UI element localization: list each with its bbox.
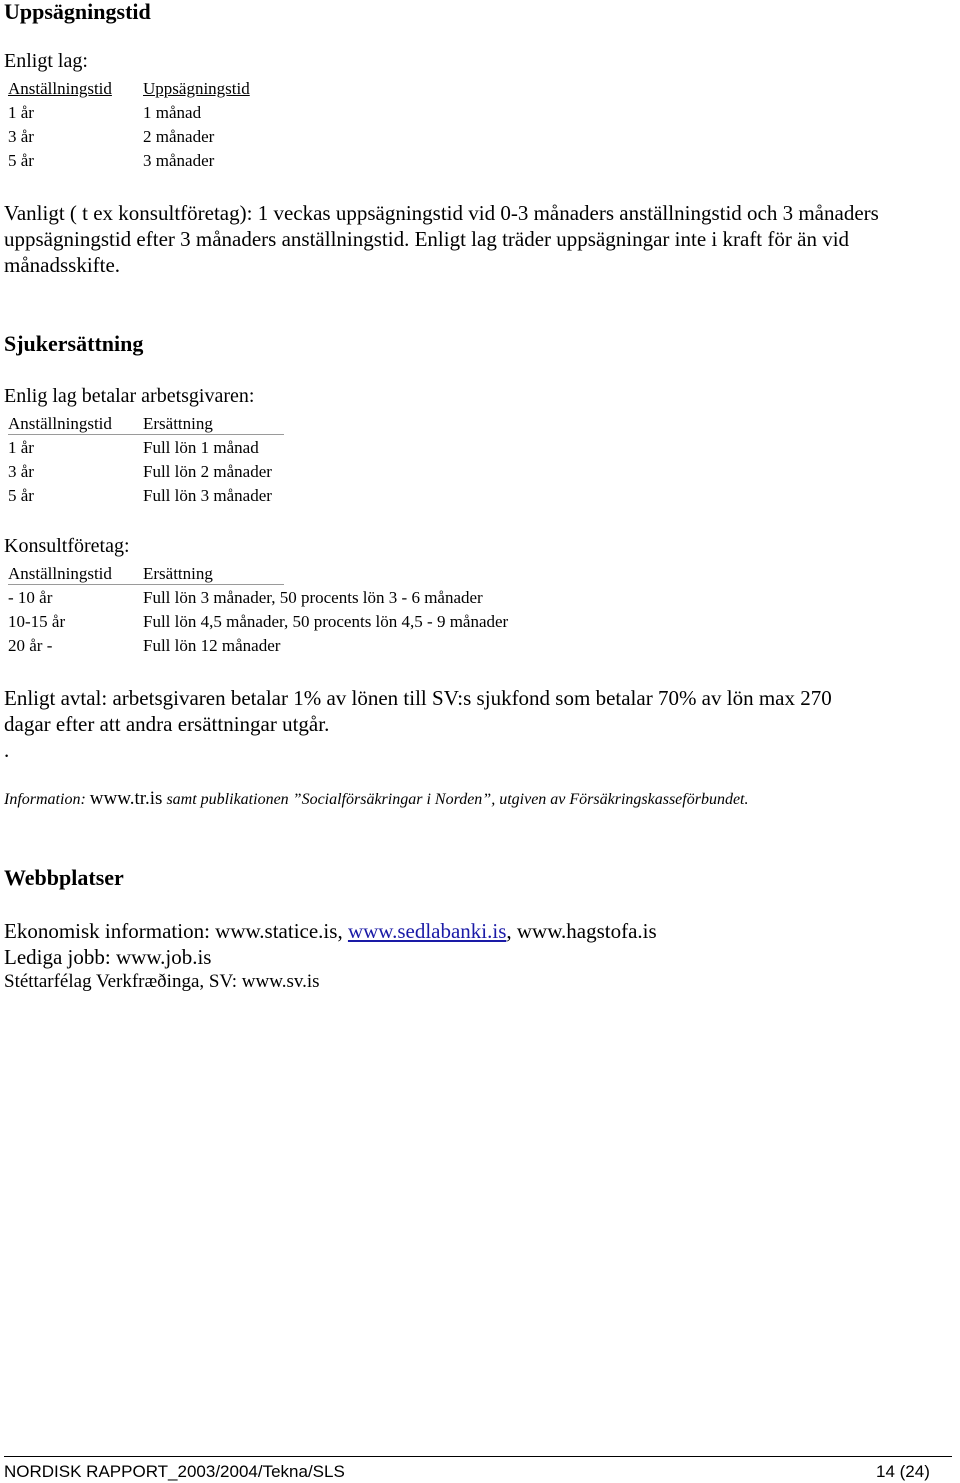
table-cell: Full lön 4,5 månader, 50 procents lön 4,5 - 9 månader <box>143 612 509 631</box>
footer-report-name: NORDISK RAPPORT_2003/2004/Tekna/SLS <box>4 1462 345 1481</box>
info-prefix: Information: <box>4 791 90 808</box>
paragraph-line: . <box>4 738 10 762</box>
law-label: Enlig lag betalar arbetsgivaren: <box>4 385 255 407</box>
table-header: Anställningstid <box>8 564 112 583</box>
section-title-sjukersattning: Sjukersättning <box>4 331 144 356</box>
table-cell: 3 år <box>8 127 34 146</box>
law-label: Enligt lag: <box>4 50 88 72</box>
table-cell: Full lön 3 månader, 50 procents lön 3 - 6 månader <box>143 588 483 607</box>
paragraph-line: Enligt avtal: arbetsgivaren betalar 1% av lönen till SV:s sjukfond som betalar 70% av lön max 270 <box>4 686 832 710</box>
table-header-rule <box>8 434 284 435</box>
table-cell: 5 år <box>8 151 34 170</box>
paragraph-line: Vanligt ( t ex konsultföretag): 1 veckas uppsägningstid vid 0-3 månaders anställningstid och 3 månaders <box>4 201 879 225</box>
table-cell: Full lön 12 månader <box>143 636 281 655</box>
table-header: Anställningstid <box>8 414 112 433</box>
table-cell: 20 år - <box>8 636 53 655</box>
table-cell: Full lön 2 månader <box>143 462 272 481</box>
jobs-label: Lediga jobb: <box>4 945 116 969</box>
info-suffix: samt publikationen ”Socialförsäkringar i Norden”, utgiven av Försäkringskasseförbundet. <box>162 791 749 808</box>
section-title-uppsagningstid: Uppsägningstid <box>4 0 151 24</box>
info-line <box>4 788 749 810</box>
table-cell: Full lön 3 månader <box>143 486 272 505</box>
info-url: www.tr.is <box>89 788 163 809</box>
jobs-line <box>4 944 211 970</box>
table-cell: Full lön 1 månad <box>143 438 259 457</box>
paragraph-line: dagar efter att andra ersättningar utgår. <box>4 712 330 736</box>
table-cell: - 10 år <box>8 588 53 607</box>
table-header-rule <box>8 584 284 585</box>
footer-rule <box>4 1456 952 1457</box>
table-cell: 1 år <box>8 103 34 122</box>
job-link[interactable]: www.job.is <box>115 945 212 969</box>
table-cell: 3 månader <box>143 151 215 170</box>
separator: , <box>506 919 517 943</box>
table-cell: 3 år <box>8 462 34 481</box>
page-number: 14 (24) <box>876 1462 930 1481</box>
statice-link[interactable]: www.statice.is <box>215 919 338 943</box>
table-cell: 5 år <box>8 486 34 505</box>
table-header: Ersättning <box>143 414 213 433</box>
sedlabanki-link[interactable]: www.sedlabanki.is <box>347 919 507 943</box>
table-cell: 2 månader <box>143 127 215 146</box>
paragraph-line: uppsägningstid efter 3 månaders anställningstid. Enligt lag träder uppsägningar inte i kraft för än vid <box>4 227 850 251</box>
table-cell: 10-15 år <box>8 612 66 631</box>
table-cell: 1 år <box>8 438 34 457</box>
economic-info-label: Ekonomisk information: <box>4 919 216 943</box>
hagstofa-link[interactable]: www.hagstofa.is <box>516 919 657 943</box>
consult-label: Konsultföretag: <box>4 535 130 557</box>
paragraph-line: månadsskifte. <box>4 253 121 277</box>
table-header: Uppsägningstid <box>143 79 250 98</box>
section-title-webbplatser: Webbplatser <box>4 865 124 890</box>
table-cell: 1 månad <box>143 103 202 122</box>
union-line <box>4 971 320 993</box>
separator: , <box>337 919 348 943</box>
union-label: Stéttarfélag Verkfræðinga, SV: <box>4 971 242 992</box>
table-header: Ersättning <box>143 564 213 583</box>
sv-link[interactable]: www.sv.is <box>241 971 320 992</box>
table-header: Anställningstid <box>8 79 112 98</box>
economic-info-line <box>4 918 657 944</box>
